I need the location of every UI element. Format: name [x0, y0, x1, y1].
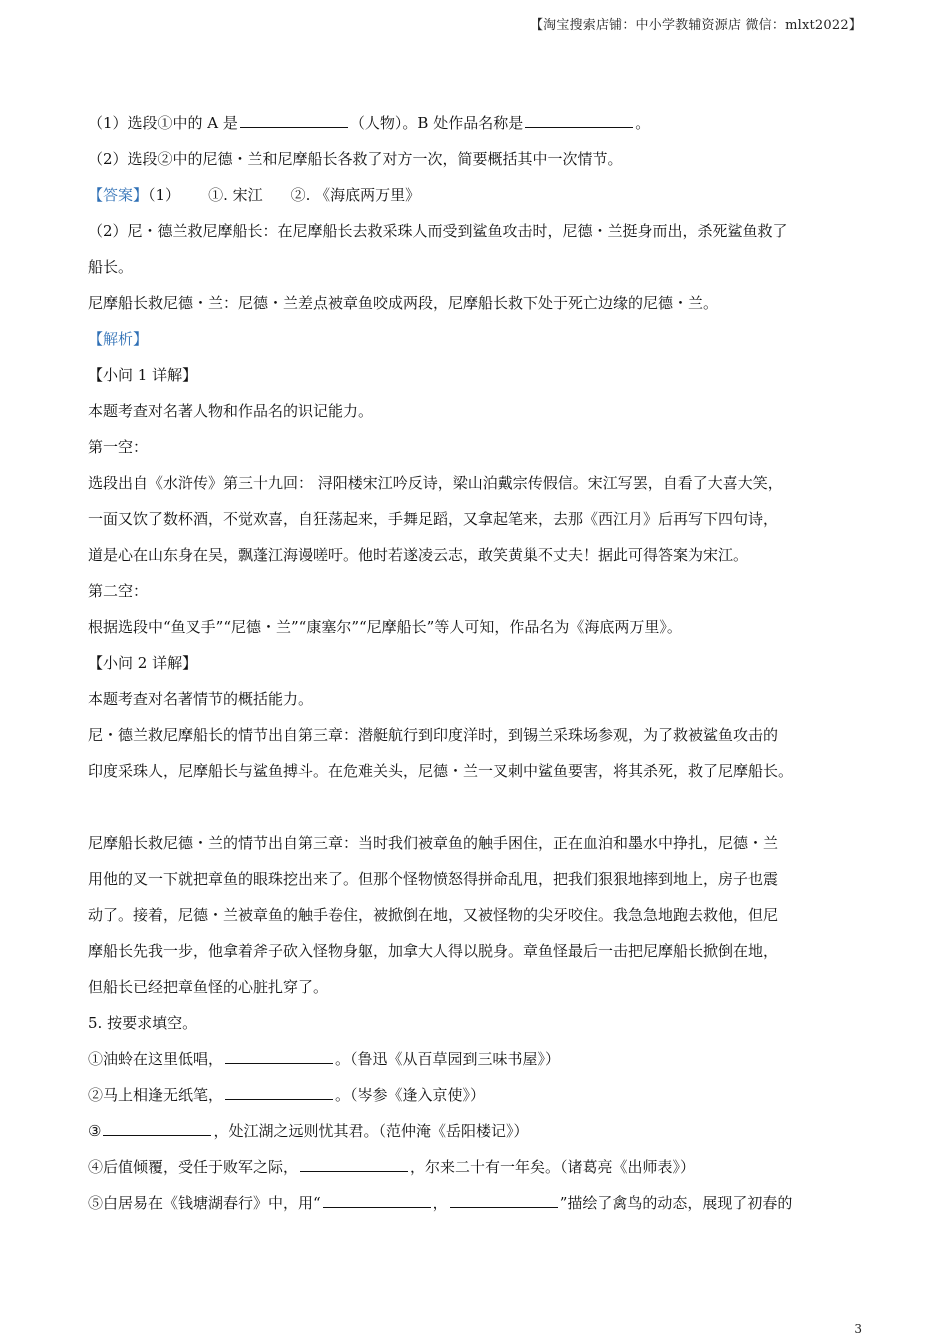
question-2: （2）选段②中的尼德・兰和尼摩船长各救了对方一次，简要概括其中一次情节。	[88, 150, 623, 168]
fill-text: ③	[88, 1122, 102, 1140]
paragraph-line: 动了。接着，尼德・兰被章鱼的触手卷住，被掀倒在地，又被怪物的尖牙咬住。我急急地跑去救他，但尼	[88, 906, 779, 924]
fill-item-4	[88, 1149, 868, 1185]
answer-blank	[300, 1157, 408, 1172]
question-1	[88, 105, 868, 141]
sub-question-2-title: 【小问 2 详解】	[88, 654, 198, 672]
answer-line	[88, 177, 868, 213]
answer-blank	[450, 1193, 558, 1208]
answer-1: ①. 宋江	[208, 186, 263, 204]
paragraph-line: 一面又饮了数杯酒，不觉欢喜，自狂荡起来，手舞足蹈，又拿起笔来，去那《西江月》后再写下四句诗，	[88, 510, 779, 528]
answer-2-line: （2）尼・德兰救尼摩船长：在尼摩船长去救采珠人而受到鲨鱼攻击时，尼德・兰挺身而出，杀死鲨鱼救了	[88, 222, 788, 240]
q1-text-c: 。	[635, 114, 651, 132]
answer-blank	[103, 1121, 211, 1136]
paragraph-line: 道是心在山东身在吴，飘蓬江海谩嗟吁。他时若遂凌云志，敢笑黄巢不丈夫！据此可得答案为宋江。	[88, 546, 749, 564]
answer-2-line: 船长。	[88, 258, 134, 276]
answer-blank	[225, 1085, 333, 1100]
answer-2-line: 尼摩船长救尼德・兰：尼德・兰差点被章鱼咬成两段，尼摩船长救下处于死亡边缘的尼德・兰。	[88, 294, 719, 312]
sub-question-1-intro: 本题考查对名著人物和作品名的识记能力。	[88, 402, 374, 420]
q1-text-b: （人物）。B 处作品名称是	[349, 114, 524, 132]
fill-item-1	[88, 1041, 868, 1077]
answer-num: （1）	[148, 186, 181, 204]
paragraph-line: 尼摩船长救尼德・兰的情节出自第三章：当时我们被章鱼的触手困住，正在血泊和墨水中挣扎，尼德・兰	[88, 834, 779, 852]
answer-blank	[525, 113, 633, 128]
answer-blank	[225, 1049, 333, 1064]
page-number: 3	[854, 1322, 862, 1336]
q1-text-a: （1）选段①中的 A 是	[88, 114, 238, 132]
answer-blank	[323, 1193, 431, 1208]
fill-item-5	[88, 1185, 868, 1221]
answer-tag: 【答案】	[88, 186, 149, 204]
paragraph-line: 用他的叉一下就把章鱼的眼珠挖出来了。但那个怪物愤怒得拼命乱甩，把我们狠狠地摔到地上，房子也震	[88, 870, 779, 888]
analysis-tag: 【解析】	[88, 330, 149, 348]
paragraph-line: 印度采珠人，尼摩船长与鲨鱼搏斗。在危难关头，尼德・兰一叉刺中鲨鱼要害，将其杀死，救了尼摩船长。	[88, 762, 794, 780]
fill-text: ，尔来二十有一年矣。（诸葛亮《出师表》）	[410, 1158, 696, 1176]
blank-1-title: 第一空：	[88, 438, 149, 456]
sub-question-1-title: 【小问 1 详解】	[88, 366, 198, 384]
paragraph-line: 摩船长先我一步，他拿着斧子砍入怪物身躯，加拿大人得以脱身。章鱼怪最后一击把尼摩船长掀倒在地，	[88, 942, 779, 960]
fill-text: ④后值倾覆，受任于败军之际，	[88, 1158, 299, 1176]
fill-text: 。（鲁迅《从百草园到三味书屋》）	[335, 1050, 561, 1068]
paragraph-line: 根据选段中“鱼叉手”“尼德・兰”“康塞尔”“尼摩船长”等人可知，作品名为《海底两万里》。	[88, 618, 682, 636]
fill-text: ，处江湖之远则忧其君。（范仲淹《岳阳楼记》）	[213, 1122, 529, 1140]
fill-text: 。（岑参《逢入京使》）	[335, 1086, 486, 1104]
fill-item-2	[88, 1077, 868, 1113]
fill-item-3	[88, 1113, 868, 1149]
blank-2-title: 第二空：	[88, 582, 149, 600]
fill-text: ①油蛉在这里低唱，	[88, 1050, 224, 1068]
fill-text: ⑤白居易在《钱塘湖春行》中，用“	[88, 1194, 321, 1212]
sub-question-2-intro: 本题考查对名著情节的概括能力。	[88, 690, 314, 708]
fill-text: ”描绘了禽鸟的动态，展现了初春的	[559, 1194, 793, 1212]
question-5-title: 5. 按要求填空。	[88, 1014, 198, 1032]
paragraph-line: 尼・德兰救尼摩船长的情节出自第三章：潜艇航行到印度洋时，到锡兰采珠场参观，为了救被鲨鱼攻击的	[88, 726, 779, 744]
answer-blank	[240, 113, 348, 128]
fill-text: ②马上相逢无纸笔，	[88, 1086, 224, 1104]
paragraph-line: 选段出自《水浒传》第三十九回： 浔阳楼宋江吟反诗，梁山泊戴宗传假信。宋江写罢，自看了大喜大笑，	[88, 474, 783, 492]
fill-text: ，	[432, 1194, 448, 1212]
answer-2: ②. 《海底两万里》	[290, 186, 421, 204]
document-body	[88, 105, 868, 1221]
paragraph-line: 但船长已经把章鱼怪的心脏扎穿了。	[88, 978, 329, 996]
page-header: 【淘宝搜索店铺：中小学教辅资源店 微信：mlxt2022】	[529, 18, 862, 33]
